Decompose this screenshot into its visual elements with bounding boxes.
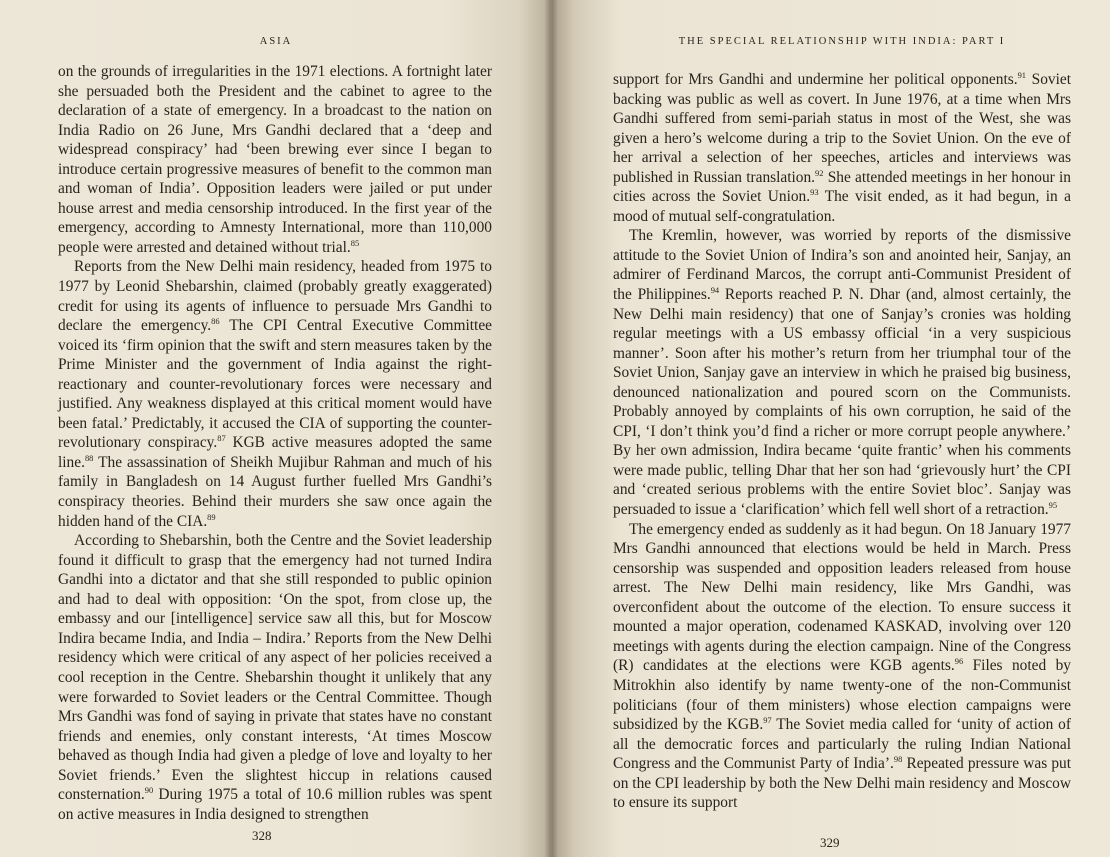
footnote-marker: 96: [954, 656, 964, 667]
footnote-marker: 85: [350, 237, 360, 248]
right-paragraph: The Kremlin, however, was worried by reports of the dismissive attitude to the Soviet Union of Indira’s son and anointed heir, Sanjay, an admirer of Ferdinand Marcos, the corrupt anti-Communist President of the Philippines.$^{94}$ Reports reached P. N. Dhar (and, almost certainly, the New Delhi main residency) that one of Sanjay’s cronies was holding regular meetings with a US embassy official ‘in a very suspicious manner’. Soon after his mother’s return from her triumphal tour of the Soviet Union, Sanjay gave an interview in which he praised big business, denounced nationalization and poured scorn on the Communists. Probably annoyed by complaints of his own corruption, he said of the CPI, ‘I don’t think you’d find a richer or more corrupt people anywhere.’ By her own admission, Indira became ‘quite frantic’ when his comments were made public, telling Dhar that her son had ‘grievously hurt’ the CPI and ‘created serious problems with the entire Soviet bloc’. Sanjay was persuaded to issue a ‘clarification’ which fell well short of a retraction.$^{95}$: [613, 227, 1072, 519]
right-page: [552, 0, 1110, 857]
footnote-marker: 97: [763, 714, 772, 725]
right-paragraph: The emergency ended as suddenly as it had begun. On 18 January 1977 Mrs Gandhi announced that elections would be held in March. Press censorship was suspended and opposition leaders released from house arrest. The New Delhi main residency, like Mrs Gandhi, was overconfident about the outcome of the election. To ensure success it mounted a major operation, codenamed KASKAD, involving over 120 meetings with agents during the election campaign. Nine of the Congress (R) candidates at the elections were KGB agents.$^{96}$ Files noted by Mitrokhin also identify by name twenty-one of the non-Communist politicians (four of them ministers) whose election campaigns were subsidized by the KGB.$^{97}$ The Soviet media called for ‘unity of action of all the democratic forces and particularly the ruling Indian National Congress and the Communist Party of India’.$^{98}$ Repeated pressure was put on the CPI leadership by both the New Delhi main residency and Moscow to ensure its support: [613, 520, 1072, 812]
left-paragraph: According to Shebarshin, both the Centre and the Soviet leadership found it difficult to grasp that the emergency had not turned Indira Gandhi into a dictator and that she still responded to public opinion and had to deal with opposition: ‘On the spot, from close up, the embassy and our [intelligence] service saw all this, but for Moscow Indira became India, and India – Indira.’ Reports from the New Delhi residency which were critical of any aspect of her policies received a cool reception in the Centre. Shebarshin thought it unlikely that any were forwarded to Soviet leaders or the Central Committee. Though Mrs Gandhi was fond of saying in private that states have no constant friends and enemies, only constant interests, ‘At times Moscow behaved as though India had given a pledge of love and loyalty to her Soviet friends.’ Even the slightest hiccup in relations caused consternation.$^{90}$ During 1975 a total of 10.6 million rubles was spent on active measures in India designed to strengthen: [58, 532, 492, 823]
right-page-text: [613, 70, 1071, 813]
right-running-head: THE SPECIAL RELATIONSHIP WITH INDIA: PART I: [678, 36, 1006, 47]
footnote-marker: 89: [207, 511, 216, 522]
footnote-marker: 90: [144, 785, 154, 796]
footnote-marker: 86: [211, 315, 220, 326]
footnote-marker: 98: [893, 754, 903, 765]
left-page-number: 328: [252, 828, 272, 843]
footnote-marker: 88: [84, 452, 94, 463]
left-paragraph: Reports from the New Delhi main residency, headed from 1975 to 1977 by Leonid Shebarshin, claimed (probably greatly exaggerated) credit for using its agents of influence to persuade Mrs Gandhi to declare the emergency.$^{86}$ The CPI Central Executive Committee voiced its ‘firm opinion that the swift and stern measures taken by the Prime Minister and the government of India against the right-reactionary and counter-revolutionary forces were necessary and justified. Any weakness displayed at this critical moment would have been fatal.’ Predictably, it accused the CIA of supporting the counter-revolutionary conspiracy.$^{87}$ KGB active measures adopted the same line.$^{88}$ The assassination of Sheikh Mujibur Rahman and much of his family in Bangladesh on 14 August further fuelled Mrs Gandhi’s conspiracy theories. Behind their murders she saw once again the hidden hand of the CIA.$^{89}$: [58, 258, 493, 530]
footnote-marker: 94: [710, 284, 720, 295]
left-running-head: ASIA: [259, 36, 293, 47]
left-page-text: [58, 62, 492, 824]
book-gutter: [544, 0, 558, 857]
footnote-marker: 93: [810, 187, 819, 198]
footnote-marker: 87: [217, 433, 226, 444]
footnote-marker: 91: [1017, 69, 1027, 80]
right-page-number: 329: [820, 835, 840, 850]
footnote-marker: 95: [1048, 499, 1058, 510]
left-page: [0, 0, 552, 857]
left-paragraph: on the grounds of irregularities in the 1971 elections. A fortnight later she persuaded both the President and the cabinet to agree to the declaration of a state of emergency. In a broadcast to the nation on India Radio on 26 June, Mrs Gandhi declared that a ‘deep and widespread conspiracy’ had ‘been brewing ever since I began to introduce certain progressive measures of benefit to the common man and woman of India’. Opposition leaders were jailed or put under house arrest and media censorship introduced. In the first year of the emergency, according to Amnesty International, more than 110,000 people were arrested and detained without trial.$^{85}$: [58, 63, 492, 256]
right-paragraph: support for Mrs Gandhi and undermine her political opponents.$^{91}$ Soviet backing was public as well as covert. In June 1976, at a time when Mrs Gandhi suffered from semi-pariah status in most of the West, she was given a hero’s welcome during a trip to the Soviet Union. On the eve of her arrival a selection of her speeches, articles and interviews was published in Russian translation.$^{92}$ She attended meetings in her honour in cities across the Soviet Union.$^{93}$ The visit ended, as it had begun, in a mood of mutual self-congratulation.: [613, 69, 1072, 225]
footnote-marker: 92: [815, 167, 824, 178]
